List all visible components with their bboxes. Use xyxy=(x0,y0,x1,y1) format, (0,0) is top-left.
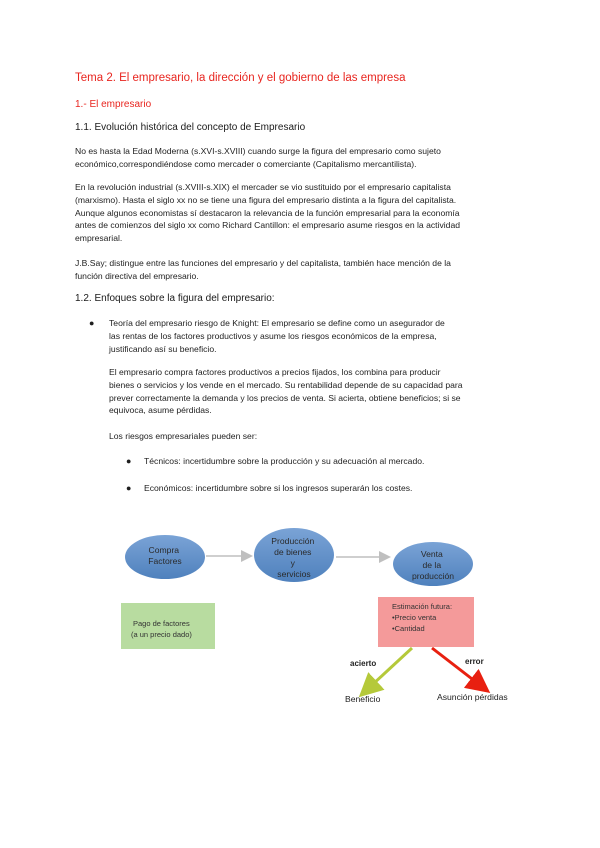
section-heading: 1.- El empresario xyxy=(75,99,152,110)
result-beneficio: Beneficio xyxy=(345,694,381,704)
sub-bullet-glyph: ● xyxy=(126,456,132,466)
subsection-heading-2: 1.2. Enfoques sobre la figura del empresario: xyxy=(75,293,275,304)
paragraph-2: En la revolución industrial (s.XVIII-s.XIX) el mercader se vio sustituido por el empresario capitalista (marxismo). Hasta el siglo xx no se tiene una figura del empresario distinta a la figura del capitalista. Aunque algunos economistas sí destacaron la relevancia de la función empresarial para la economía antes de comienzos del siglo xx como Richard Cantillon: el empresario asume riesgos en la actividad empresarial. xyxy=(75,182,460,244)
node-produccion-label: Producción de bienes y servicios xyxy=(271,536,315,579)
paragraph-4: El empresario compra factores productivos a precios fijados, los combina para producir bienes o servicios y los vende en el mercado. Su rentabilidad depende de su capacidad para prever correctamente la demanda y los precios de venta. Si acierta, obtiene beneficios; si se equivoca, asume pérdidas. xyxy=(109,367,463,416)
subsection-heading-1: 1.1. Evolución histórica del concepto de Empresario xyxy=(75,122,306,133)
sub-bullet-economicos: Económicos: incertidumbre sobre si los ingresos superarán los costes. xyxy=(144,483,413,493)
red-box-text: Estimación futura: •Precio venta •Cantidad xyxy=(392,602,453,633)
sub-bullet-glyph: ● xyxy=(126,483,132,493)
node-venta-label: Venta de la producción xyxy=(411,549,455,581)
label-acierto: acierto xyxy=(350,659,377,668)
label-error: error xyxy=(465,657,484,666)
paragraph-3: J.B.Say; distingue entre las funciones del empresario y del capitalista, también hace mención de la función directiva del empresario. xyxy=(75,258,451,281)
node-compra-label: Compra Factores xyxy=(148,545,182,566)
paragraph-5: Los riesgos empresariales pueden ser: xyxy=(109,431,258,441)
page-title: Tema 2. El empresario, la dirección y el gobierno de las empresa xyxy=(75,72,406,84)
green-box-text: Pago de factores (a un precio dado) xyxy=(131,619,192,639)
sub-bullet-tecnicos: Técnicos: incertidumbre sobre la producción y su adecuación al mercado. xyxy=(144,456,425,466)
bullet-glyph: ● xyxy=(89,318,95,328)
paragraph-1: No es hasta la Edad Moderna (s.XVI-s.XVIII) cuando surge la figura del empresario como sujeto económico,correspondiéndose como mercader o comerciante (Capitalismo mercantilista). xyxy=(75,146,441,169)
arrow-acierto xyxy=(372,648,412,685)
result-perdidas: Asunción pérdidas xyxy=(437,692,508,702)
bullet-knight: Teoría del empresario riesgo de Knight: El empresario se define como un asegurador de las rentas de los factores productivos y asume los riesgos económicos de la empresa, justificando así su beneficio. xyxy=(109,318,445,354)
